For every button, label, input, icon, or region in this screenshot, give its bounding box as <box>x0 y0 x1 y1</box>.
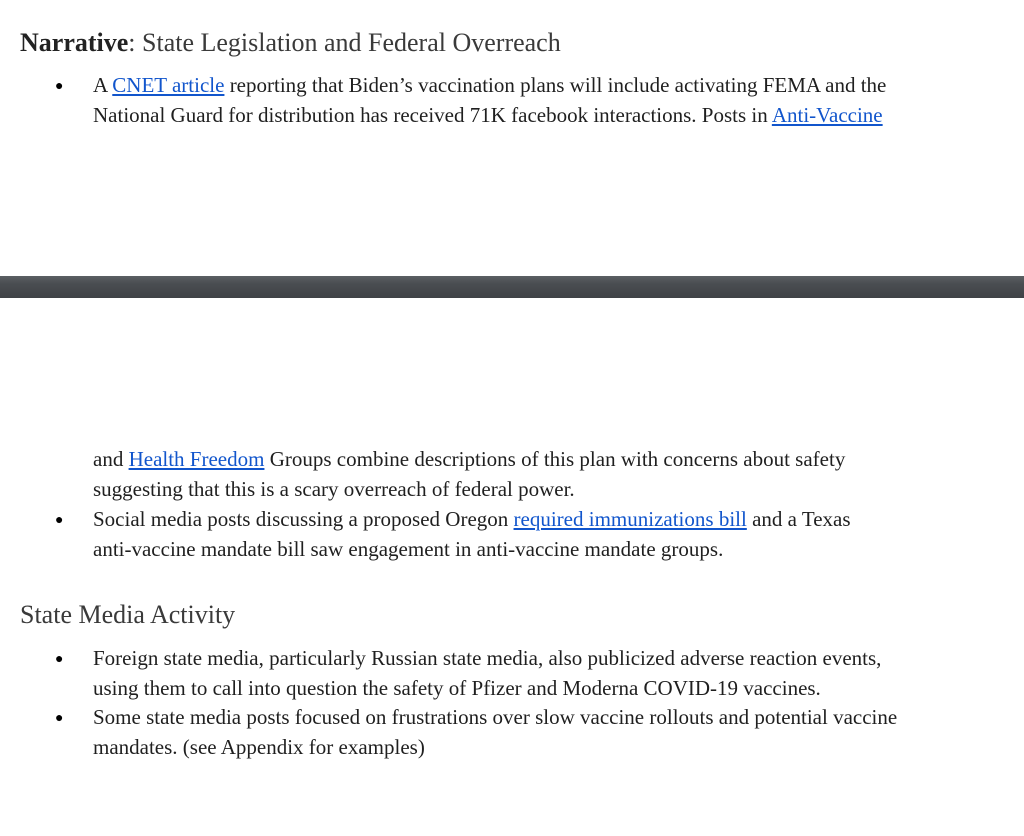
bullet-icon: ● <box>55 513 64 528</box>
heading-bold-label: Narrative <box>20 28 129 57</box>
page-break-divider <box>0 276 1024 298</box>
text-line: A CNET article reporting that Biden’s vaccination plans will include activating FEMA and the <box>93 73 887 97</box>
health-freedom-link[interactable]: Health Freedom <box>128 447 265 471</box>
immunizations-bill-link[interactable]: required immunizations bill <box>513 507 747 531</box>
section-heading-narrative <box>20 28 561 58</box>
list-item-continuation <box>93 444 993 504</box>
list-item <box>93 70 993 130</box>
bullet-icon: ● <box>55 79 64 94</box>
list-item <box>93 643 993 703</box>
section-heading-state-media: State Media Activity <box>20 600 236 629</box>
text-line: National Guard for distribution has received 71K facebook interactions. Posts in Anti-Vaccine <box>93 103 883 127</box>
cnet-article-link[interactable]: CNET article <box>112 73 225 97</box>
text-line: Some state media posts focused on frustrations over slow vaccine rollouts and potential vaccine <box>93 705 898 729</box>
text-line: and Health Freedom Groups combine descriptions of this plan with concerns about safety <box>93 447 846 471</box>
text-line: anti-vaccine mandate bill saw engagement in anti-vaccine mandate groups. <box>93 537 724 561</box>
text-line: Social media posts discussing a proposed Oregon required immunizations bill and a Texas <box>93 507 851 531</box>
text-line: using them to call into question the safety of Pfizer and Moderna COVID-19 vaccines. <box>93 676 821 700</box>
bullet-icon: ● <box>55 711 64 726</box>
heading-title: : State Legislation and Federal Overreach <box>128 28 561 57</box>
anti-vaccine-link[interactable]: Anti-Vaccine <box>771 103 883 127</box>
list-item <box>93 504 993 564</box>
list-item <box>93 702 993 762</box>
text-line: Foreign state media, particularly Russian state media, also publicized adverse reaction events, <box>93 646 882 670</box>
text-line: mandates. (see Appendix for examples) <box>93 735 425 759</box>
text-line: suggesting that this is a scary overreach of federal power. <box>93 477 575 501</box>
bullet-icon: ● <box>55 652 64 667</box>
